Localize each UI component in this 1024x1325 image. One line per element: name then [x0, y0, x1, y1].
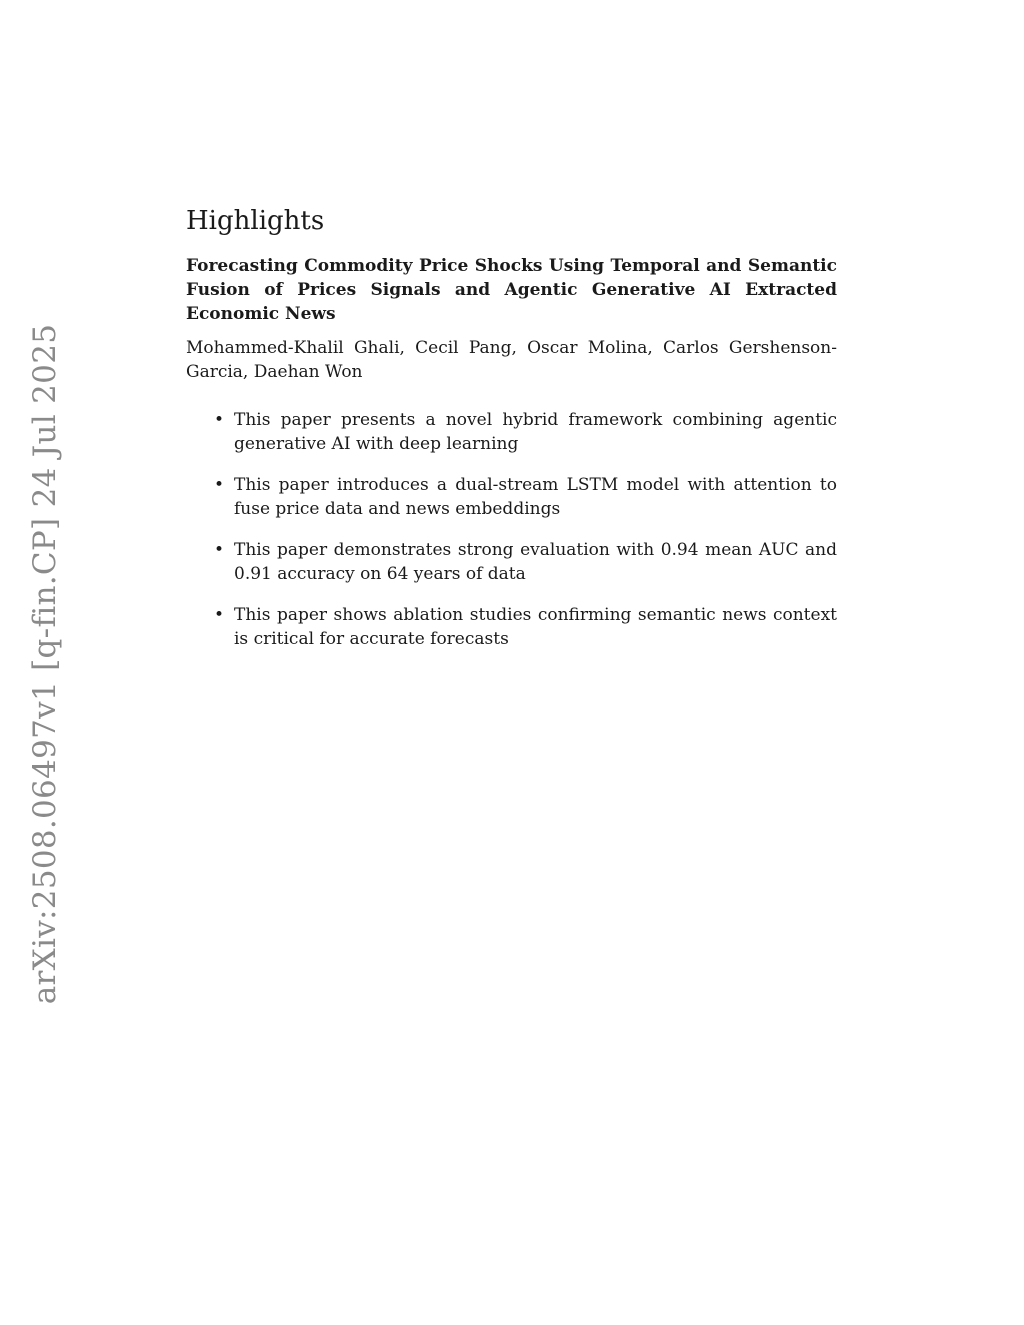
highlights-list	[186, 408, 837, 651]
highlight-text: This paper presents a novel hybrid framework combining agentic generative AI with deep learning	[234, 410, 837, 454]
author-list: Mohammed-Khalil Ghali, Cecil Pang, Oscar Molina, Carlos Gershenson-Garcia, Daehan Won	[186, 338, 837, 382]
section-title: Highlights	[186, 206, 325, 236]
bullet-icon: •	[214, 410, 225, 430]
highlight-item	[186, 538, 837, 586]
highlight-item	[186, 473, 837, 521]
bullet-icon: •	[214, 540, 225, 560]
paper-title: Forecasting Commodity Price Shocks Using Temporal and Semantic Fusion of Prices Signals and Agentic Generative AI Extracted Economic News	[186, 256, 837, 324]
highlight-item	[186, 408, 837, 456]
arxiv-identifier: arXiv:2508.06497v1 [q-fin.CP] 24 Jul 2025	[27, 323, 63, 1005]
highlight-text: This paper introduces a dual-stream LSTM model with attention to fuse price data and news embeddings	[234, 475, 837, 519]
highlights-page	[186, 204, 837, 668]
bullet-icon: •	[214, 605, 225, 625]
bullet-icon: •	[214, 475, 225, 495]
highlight-item	[186, 603, 837, 651]
highlight-text: This paper shows ablation studies confirming semantic news context is critical for accurate forecasts	[234, 605, 837, 649]
highlight-text: This paper demonstrates strong evaluation with 0.94 mean AUC and 0.91 accuracy on 64 years of data	[234, 540, 837, 584]
